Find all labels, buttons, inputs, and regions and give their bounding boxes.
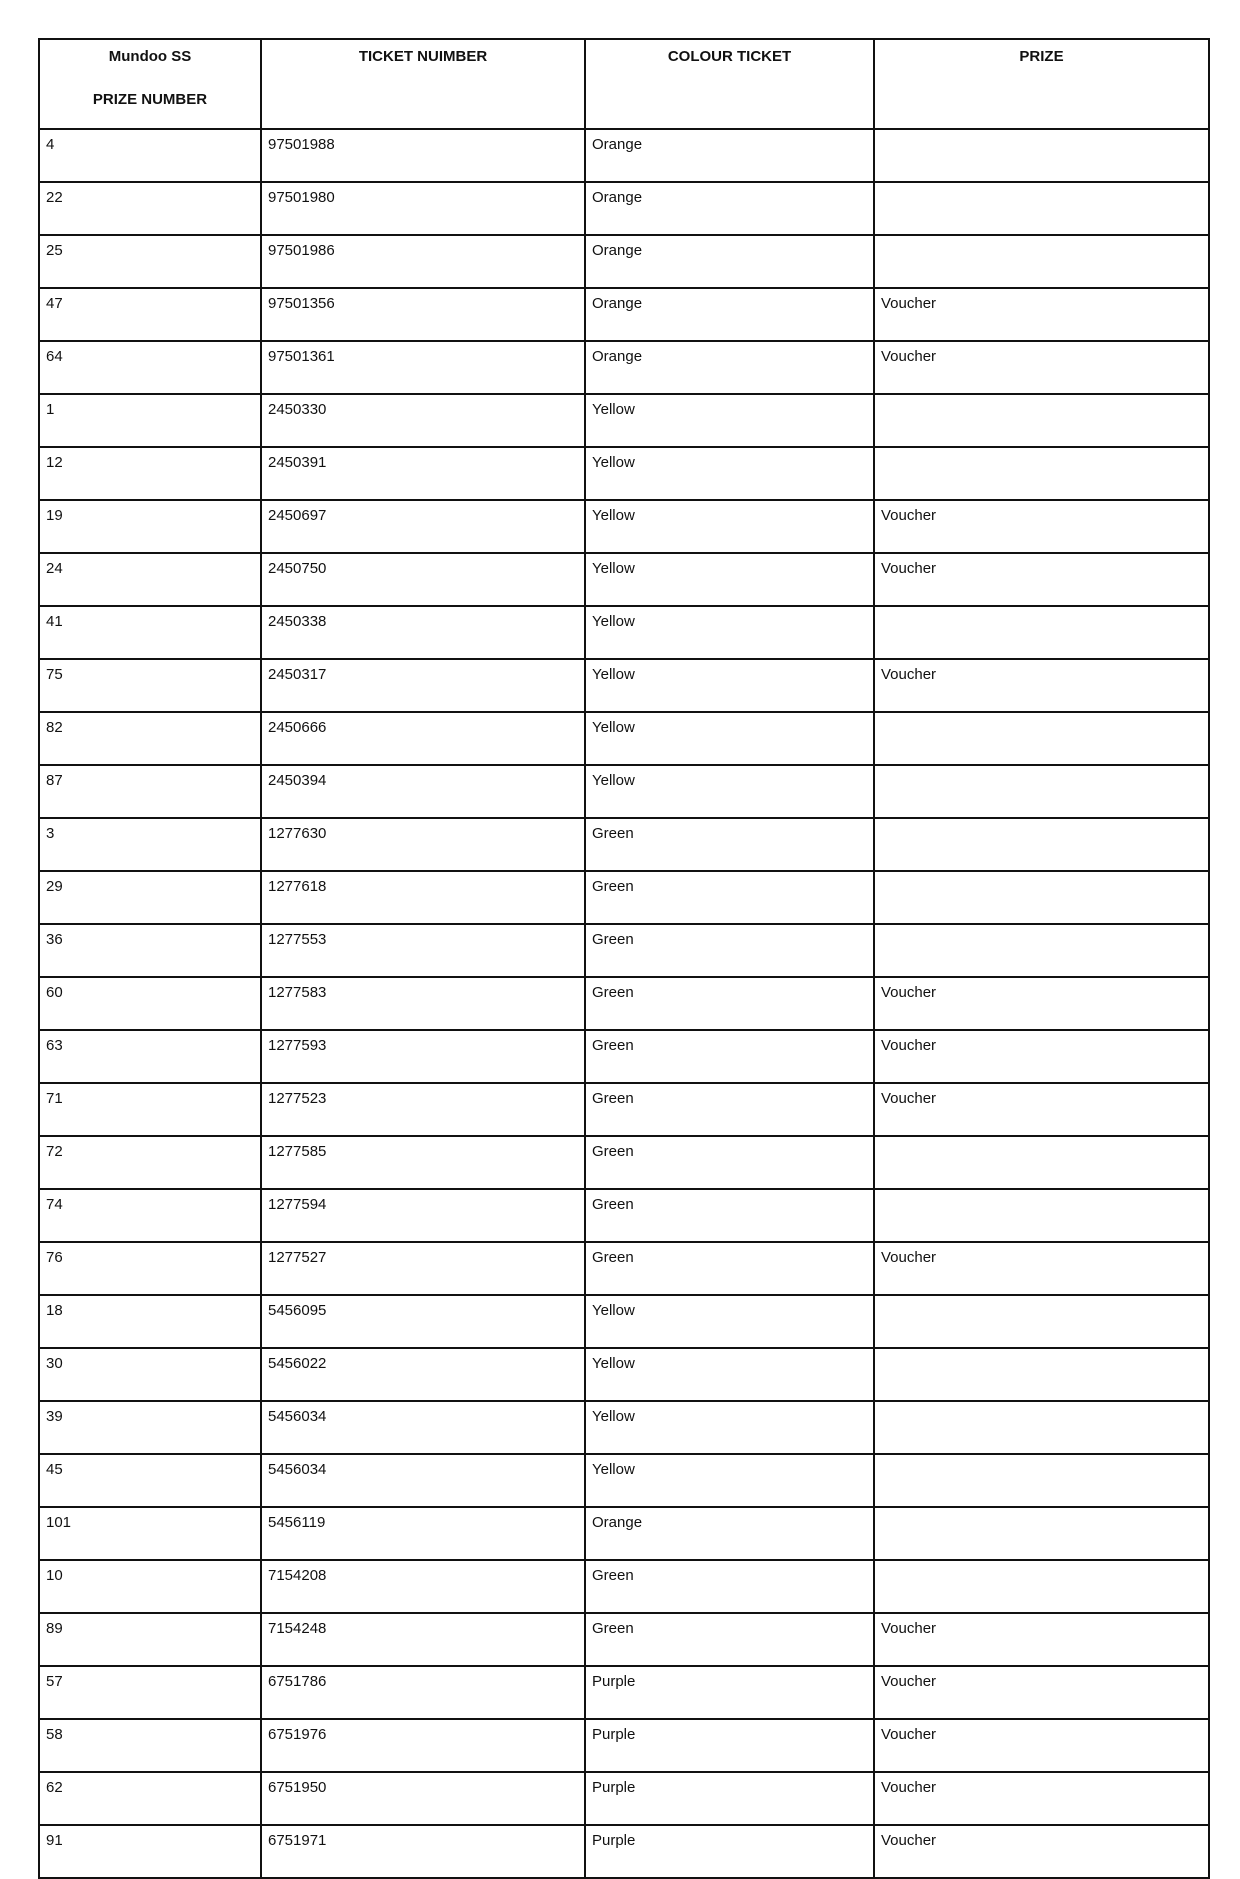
cell-colour-ticket: Green [585, 1560, 874, 1613]
cell-ticket-number: 5456034 [261, 1401, 585, 1454]
cell-ticket-number: 1277523 [261, 1083, 585, 1136]
table-row [39, 1083, 1209, 1136]
cell-ticket-number: 2450330 [261, 394, 585, 447]
table-row [39, 659, 1209, 712]
cell-prize-number: 91 [39, 1825, 261, 1878]
cell-ticket-number: 6751786 [261, 1666, 585, 1719]
cell-ticket-number: 5456095 [261, 1295, 585, 1348]
cell-prize [874, 394, 1209, 447]
table-row [39, 1295, 1209, 1348]
cell-colour-ticket: Green [585, 818, 874, 871]
cell-prize: Voucher [874, 1613, 1209, 1666]
header-prize-number [39, 39, 261, 129]
cell-prize [874, 1507, 1209, 1560]
cell-colour-ticket: Yellow [585, 1401, 874, 1454]
cell-colour-ticket: Yellow [585, 500, 874, 553]
cell-prize: Voucher [874, 977, 1209, 1030]
table-row [39, 500, 1209, 553]
cell-prize [874, 1348, 1209, 1401]
cell-prize: Voucher [874, 1030, 1209, 1083]
cell-ticket-number: 5456119 [261, 1507, 585, 1560]
cell-prize [874, 871, 1209, 924]
cell-ticket-number: 1277527 [261, 1242, 585, 1295]
cell-ticket-number: 2450391 [261, 447, 585, 500]
cell-prize-number: 4 [39, 129, 261, 182]
prize-table [38, 38, 1210, 1879]
table-row [39, 1136, 1209, 1189]
table-row [39, 924, 1209, 977]
cell-ticket-number: 2450317 [261, 659, 585, 712]
cell-colour-ticket: Green [585, 924, 874, 977]
cell-colour-ticket: Green [585, 977, 874, 1030]
cell-prize: Voucher [874, 1719, 1209, 1772]
table-row [39, 1666, 1209, 1719]
cell-colour-ticket: Yellow [585, 553, 874, 606]
cell-prize-number: 47 [39, 288, 261, 341]
cell-prize-number: 22 [39, 182, 261, 235]
cell-prize-number: 24 [39, 553, 261, 606]
cell-prize-number: 63 [39, 1030, 261, 1083]
cell-prize: Voucher [874, 1772, 1209, 1825]
cell-prize: Voucher [874, 500, 1209, 553]
header-prize-number-line1: Mundoo SS [108, 48, 192, 65]
cell-ticket-number: 97501988 [261, 129, 585, 182]
cell-prize: Voucher [874, 341, 1209, 394]
cell-ticket-number: 97501986 [261, 235, 585, 288]
table-row [39, 712, 1209, 765]
table-row [39, 818, 1209, 871]
cell-prize [874, 818, 1209, 871]
cell-prize [874, 924, 1209, 977]
cell-colour-ticket: Purple [585, 1825, 874, 1878]
cell-prize: Voucher [874, 553, 1209, 606]
cell-ticket-number: 6751950 [261, 1772, 585, 1825]
cell-ticket-number: 5456022 [261, 1348, 585, 1401]
header-ticket-number: TICKET NUIMBER [261, 39, 585, 129]
cell-ticket-number: 2450394 [261, 765, 585, 818]
cell-prize-number: 45 [39, 1454, 261, 1507]
table-row [39, 1030, 1209, 1083]
cell-prize-number: 3 [39, 818, 261, 871]
cell-prize [874, 1295, 1209, 1348]
cell-ticket-number: 1277594 [261, 1189, 585, 1242]
cell-prize [874, 606, 1209, 659]
table-row [39, 1719, 1209, 1772]
cell-ticket-number: 7154208 [261, 1560, 585, 1613]
cell-prize [874, 1189, 1209, 1242]
cell-prize-number: 101 [39, 1507, 261, 1560]
cell-ticket-number: 97501980 [261, 182, 585, 235]
table-row [39, 1613, 1209, 1666]
cell-prize [874, 235, 1209, 288]
cell-colour-ticket: Green [585, 1083, 874, 1136]
cell-prize: Voucher [874, 288, 1209, 341]
cell-colour-ticket: Green [585, 1613, 874, 1666]
cell-prize [874, 1136, 1209, 1189]
cell-colour-ticket: Orange [585, 129, 874, 182]
table-row [39, 341, 1209, 394]
cell-colour-ticket: Green [585, 1189, 874, 1242]
table-row [39, 394, 1209, 447]
table-row [39, 1560, 1209, 1613]
document-page [38, 38, 1208, 1879]
cell-ticket-number: 7154248 [261, 1613, 585, 1666]
cell-ticket-number: 6751976 [261, 1719, 585, 1772]
cell-prize-number: 76 [39, 1242, 261, 1295]
cell-prize-number: 58 [39, 1719, 261, 1772]
cell-ticket-number: 1277583 [261, 977, 585, 1030]
cell-colour-ticket: Yellow [585, 659, 874, 712]
table-row [39, 1242, 1209, 1295]
cell-colour-ticket: Yellow [585, 1295, 874, 1348]
table-row [39, 1454, 1209, 1507]
cell-colour-ticket: Green [585, 1136, 874, 1189]
cell-prize: Voucher [874, 659, 1209, 712]
cell-ticket-number: 5456034 [261, 1454, 585, 1507]
cell-colour-ticket: Yellow [585, 712, 874, 765]
cell-colour-ticket: Green [585, 1030, 874, 1083]
cell-colour-ticket: Orange [585, 235, 874, 288]
table-row [39, 288, 1209, 341]
cell-ticket-number: 2450666 [261, 712, 585, 765]
cell-ticket-number: 1277618 [261, 871, 585, 924]
cell-ticket-number: 6751971 [261, 1825, 585, 1878]
header-prize: PRIZE [874, 39, 1209, 129]
table-row [39, 182, 1209, 235]
table-row [39, 977, 1209, 1030]
cell-prize-number: 25 [39, 235, 261, 288]
cell-prize [874, 1560, 1209, 1613]
cell-prize-number: 82 [39, 712, 261, 765]
table-row [39, 129, 1209, 182]
cell-prize-number: 57 [39, 1666, 261, 1719]
cell-colour-ticket: Yellow [585, 1454, 874, 1507]
cell-colour-ticket: Green [585, 871, 874, 924]
cell-ticket-number: 1277630 [261, 818, 585, 871]
cell-prize-number: 29 [39, 871, 261, 924]
cell-colour-ticket: Orange [585, 288, 874, 341]
cell-prize-number: 10 [39, 1560, 261, 1613]
cell-colour-ticket: Purple [585, 1772, 874, 1825]
cell-ticket-number: 1277593 [261, 1030, 585, 1083]
cell-colour-ticket: Orange [585, 341, 874, 394]
cell-ticket-number: 2450750 [261, 553, 585, 606]
table-row [39, 765, 1209, 818]
cell-colour-ticket: Purple [585, 1719, 874, 1772]
cell-colour-ticket: Yellow [585, 1348, 874, 1401]
cell-prize [874, 765, 1209, 818]
table-row [39, 1401, 1209, 1454]
table-row [39, 235, 1209, 288]
cell-prize [874, 129, 1209, 182]
cell-ticket-number: 1277585 [261, 1136, 585, 1189]
cell-prize-number: 62 [39, 1772, 261, 1825]
table-row [39, 1772, 1209, 1825]
cell-prize-number: 39 [39, 1401, 261, 1454]
table-row [39, 553, 1209, 606]
cell-prize: Voucher [874, 1666, 1209, 1719]
cell-prize [874, 1454, 1209, 1507]
cell-ticket-number: 2450697 [261, 500, 585, 553]
cell-colour-ticket: Orange [585, 1507, 874, 1560]
cell-ticket-number: 97501356 [261, 288, 585, 341]
cell-colour-ticket: Green [585, 1242, 874, 1295]
cell-prize-number: 74 [39, 1189, 261, 1242]
cell-prize-number: 12 [39, 447, 261, 500]
cell-prize-number: 41 [39, 606, 261, 659]
table-header-row [39, 39, 1209, 129]
cell-colour-ticket: Yellow [585, 765, 874, 818]
table-row [39, 1348, 1209, 1401]
cell-prize [874, 712, 1209, 765]
cell-prize-number: 72 [39, 1136, 261, 1189]
table-row [39, 1189, 1209, 1242]
cell-prize-number: 87 [39, 765, 261, 818]
cell-ticket-number: 2450338 [261, 606, 585, 659]
cell-prize-number: 30 [39, 1348, 261, 1401]
cell-colour-ticket: Purple [585, 1666, 874, 1719]
cell-prize: Voucher [874, 1242, 1209, 1295]
cell-prize-number: 18 [39, 1295, 261, 1348]
cell-ticket-number: 1277553 [261, 924, 585, 977]
cell-prize-number: 71 [39, 1083, 261, 1136]
cell-colour-ticket: Yellow [585, 394, 874, 447]
table-row [39, 447, 1209, 500]
cell-prize [874, 1401, 1209, 1454]
cell-prize-number: 1 [39, 394, 261, 447]
cell-prize-number: 19 [39, 500, 261, 553]
cell-colour-ticket: Orange [585, 182, 874, 235]
header-prize-number-line2: PRIZE NUMBER [92, 91, 208, 108]
table-row [39, 606, 1209, 659]
cell-prize [874, 447, 1209, 500]
cell-prize: Voucher [874, 1083, 1209, 1136]
table-row [39, 871, 1209, 924]
cell-prize-number: 64 [39, 341, 261, 394]
cell-prize-number: 36 [39, 924, 261, 977]
cell-prize: Voucher [874, 1825, 1209, 1878]
table-row [39, 1507, 1209, 1560]
cell-prize-number: 75 [39, 659, 261, 712]
cell-colour-ticket: Yellow [585, 447, 874, 500]
table-body [39, 129, 1209, 1878]
cell-colour-ticket: Yellow [585, 606, 874, 659]
table-row [39, 1825, 1209, 1878]
cell-ticket-number: 97501361 [261, 341, 585, 394]
cell-prize-number: 89 [39, 1613, 261, 1666]
cell-prize-number: 60 [39, 977, 261, 1030]
cell-prize [874, 182, 1209, 235]
header-colour-ticket: COLOUR TICKET [585, 39, 874, 129]
